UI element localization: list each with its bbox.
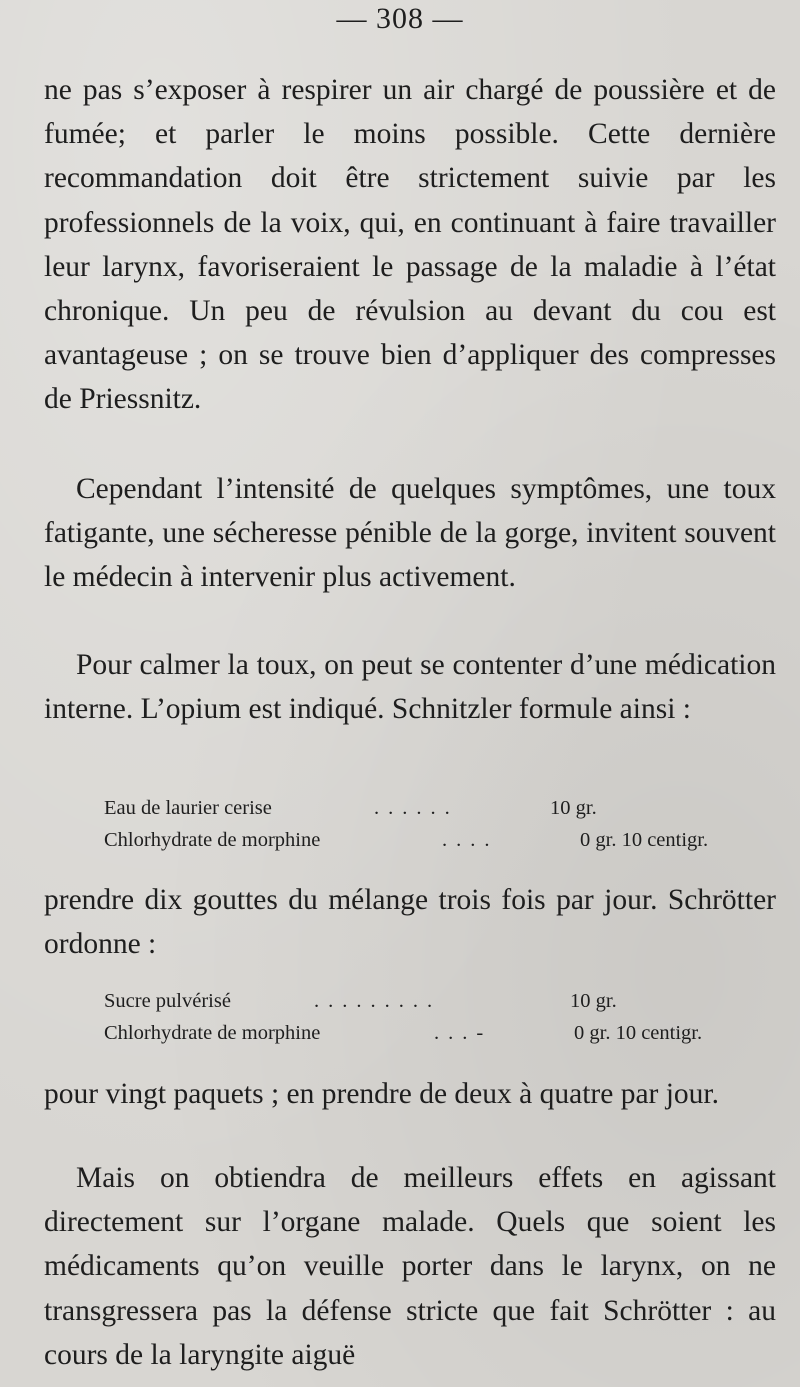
ingredient-quantity: 0 gr. 10 centigr. xyxy=(580,829,709,851)
dot-leader: ......... xyxy=(314,990,442,1012)
paragraph-symptoms: Cependant l’intensité de quelques symptômes, une toux fatigante, une sécheresse pénible de la gorge, invitent souvent le médecin à intervenir plus activement. xyxy=(44,473,776,594)
prescription-row xyxy=(104,792,784,824)
ingredient-name: Eau de laurier cerise xyxy=(104,797,272,819)
paragraph-continuation: ne pas s’exposer à respirer un air chargé de poussière et de fumée; et parler le moins possible. Cette dernière recommandation doit être strictement suivie par les professionnels de la voix, qui, en continuant à faire travailler leur larynx, favoriseraient le passage de la maladie à l’état chronique. Un peu de révulsion au devant du cou est avantageuse ; on se trouve bien d’appliquer des compresses de Priessnitz. xyxy=(44,74,776,416)
ingredient-quantity: 10 gr. xyxy=(570,990,617,1012)
prescription-row xyxy=(104,1017,784,1049)
prescription-row xyxy=(104,985,784,1017)
ingredient-name: Chlorhydrate de morphine xyxy=(104,1022,321,1044)
page-number: — 308 — xyxy=(336,2,464,35)
paragraph-direct-treatment: Mais on obtiendra de meilleurs effets en agissant directement sur l’organe malade. Quels que soient les médicaments qu’on veuille porter dans le larynx, on ne transgressera pas la défense stricte que fait Schrötter : au cours de la laryngite aiguë xyxy=(44,1162,776,1371)
ingredient-quantity: 0 gr. 10 centigr. xyxy=(574,1022,703,1044)
dot-leader: ...... xyxy=(374,797,459,819)
prescription-schrotter xyxy=(104,985,784,1049)
paragraph-dosage: prendre dix gouttes du mélange trois fois par jour. Schrötter ordonne : xyxy=(44,884,776,961)
ingredient-quantity: 10 gr. xyxy=(550,797,597,819)
ingredient-name: Sucre pulvérisé xyxy=(104,990,231,1012)
prescription-schnitzler xyxy=(104,792,784,856)
ingredient-name: Chlorhydrate de morphine xyxy=(104,829,321,851)
prescription-row xyxy=(104,824,784,856)
dot-leader: .... xyxy=(442,829,499,851)
paragraph-packets: pour vingt paquets ; en prendre de deux à quatre par jour. xyxy=(44,1078,719,1110)
dot-leader: ...- xyxy=(434,1022,493,1044)
paragraph-cough-treatment: Pour calmer la toux, on peut se contenter d’une médication interne. L’opium est indiqué. Schnitzler formule ainsi : xyxy=(44,649,776,726)
